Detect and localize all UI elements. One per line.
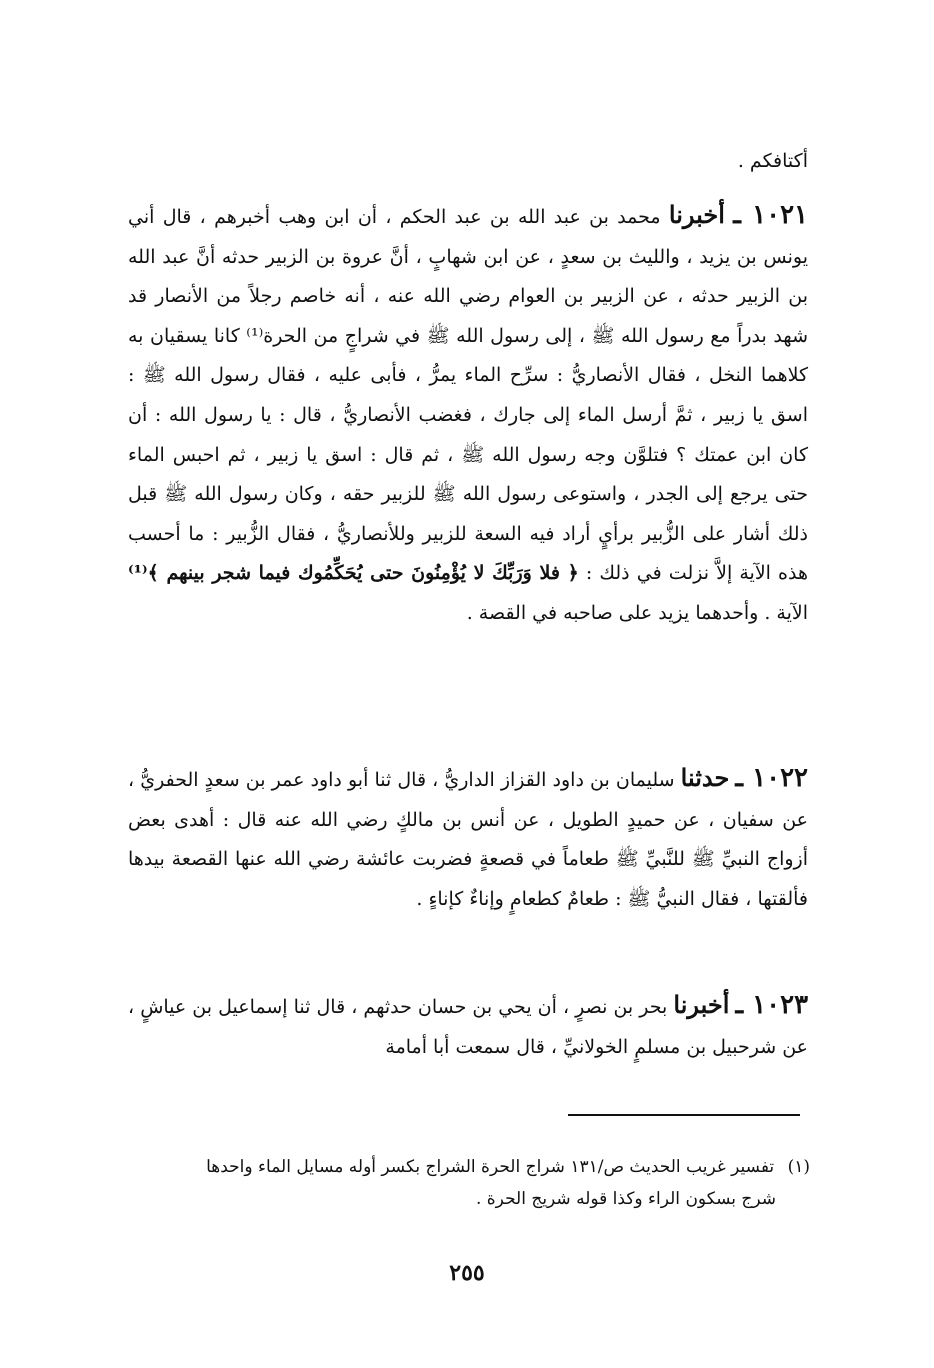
hadith-text-end: الآية . وأحدهما يزيد على صاحبه في القصة .	[466, 601, 808, 624]
hadith-1022	[128, 758, 808, 919]
opening-line-text: أكتافكم .	[737, 150, 808, 172]
hadith-1021	[128, 195, 808, 634]
hadith-number: ١٠٢٣ ـ	[735, 990, 809, 1020]
footnote-line	[120, 1151, 810, 1183]
quran-verse: ﴿ فلا وَرَبِّكَ لا يُؤْمِنُونَ حتى يُحَكِّمُوك فيما شجر بينهم ﴾⁽¹⁾	[128, 562, 579, 585]
footnote-text: تفسير غريب الحديث ص/١٣١ شراج الحرة الشراج بكسر أوله مسايل الماء واحدها	[206, 1157, 775, 1177]
narration-verb: حدثنا	[680, 763, 730, 792]
footnote-marker: (١)	[787, 1157, 810, 1177]
hadith-number: ١٠٢٢ ـ	[735, 763, 809, 793]
footnote	[120, 1151, 810, 1215]
footnote-divider	[568, 1114, 800, 1116]
opening-line	[128, 142, 808, 182]
footnote-continuation: شرج بسكون الراء وكذا قوله شريج الحرة .	[475, 1189, 776, 1209]
narration-verb: أخبرنا	[668, 200, 725, 229]
hadith-text: محمد بن عبد الله بن عبد الحكم ، أن ابن وهب أخبرهم ، قال أني يونس بن يزيد ، والليث بن سعدٍ ، عن ابن شهابٍ ، أنَّ عروة بن الزبير حدثه أنَّ عبد الله بن الزبير حدثه ، عن الزبير بن العوام رضي الله عنه ، أنه خاصم رجلاً من الأنصار قد شهد بدراً مع رسول الله ﷺ ، إلى رسول الله ﷺ في شراجٍ من الحرة⁽¹⁾ كانا يسقيان به كلاهما النخل ، فقال الأنصاريُّ : سرِّح الماء يمرُّ ، فأبى عليه ، فقال رسول الله ﷺ : اسق يا زبير ، ثمَّ أرسل الماء إلى جارك ، فغضب الأنصاريُّ ، قال : يا رسول الله : أن كان ابن عمتك ؟ فتلوَّن وجه رسول الله ﷺ ، ثم قال : اسق يا زبير ، ثم احبس الماء حتى يرجع إلى الجدر ، واستوعى رسول الله ﷺ للزبير حقه ، وكان رسول الله ﷺ قبل ذلك أشار على الزُّبير برأيٍ أراد فيه السعة للزبير وللأنصاريُّ ، فقال الزُّبير : ما أحسب هذه الآية إلاَّ نزلت في ذلك :	[128, 206, 808, 585]
hadith-1023	[128, 985, 808, 1067]
hadith-text: سليمان بن داود القزاز الداريُّ ، قال ثنا أبو داود عمر بن سعدٍ الحفريُّ ، عن سفيان ، عن حميدٍ الطويل ، عن أنس بن مالكٍ رضي الله عنه قال : أهدى بعض أزواج النبيِّ ﷺ للنَّبيِّ ﷺ طعاماً في قصعةٍ فضربت عائشة رضي الله عنها القصعة بيدها فألقتها ، فقال النبيُّ ﷺ : طعامٌ كطعامٍ وإناءٌ كإناءٍ .	[128, 769, 808, 910]
page-number: ٢٥٥	[449, 1260, 485, 1286]
narration-verb: أخبرنا	[673, 990, 730, 1019]
hadith-number: ١٠٢١ ـ	[733, 200, 809, 230]
hadith-text: بحر بن نصرٍ ، أن يحي بن حسان حدثهم ، قال ثنا إسماعيل بن عياشٍ ، عن شرحبيل بن مسلمٍ الخولانيِّ ، قال سمعت أبا أمامة	[128, 996, 808, 1058]
